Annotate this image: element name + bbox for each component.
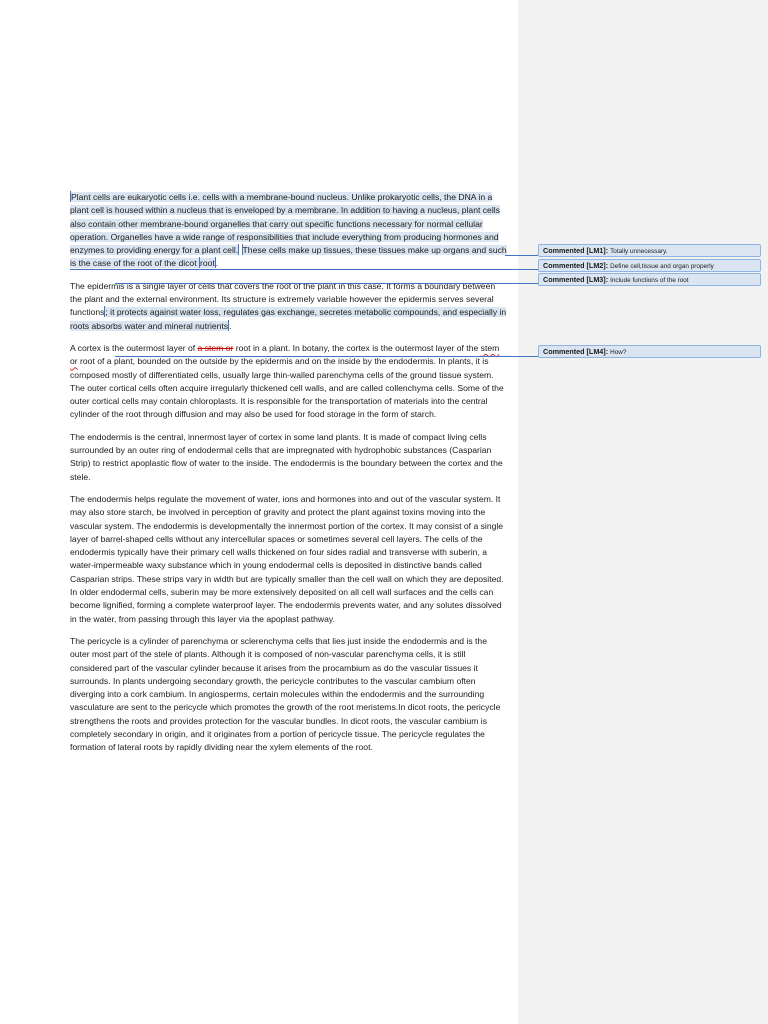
comment-author: Commented [LM2]: (543, 261, 609, 270)
comment-leader-line-lm3 (115, 283, 538, 284)
comment-balloon-lm4[interactable] (538, 345, 761, 358)
paragraph-pericycle[interactable]: The pericycle is a cylinder of parenchyma or sclerenchyma cells that lies just inside the endodermis and is the outer most part of the stele of plants. Although it is composed of non-vascular parenchyma cells, it is still considered part of the vascular cylinder because it arises from the procambium as do the vascular tissues it surrounds. In plants undergoing secondary growth, the pericycle contributes to the vascular cambium often diverging into a cork cambium. In angiosperms, certain molecules within the endodermis and the surrounding vasculature are sent to the pericycle which promotes the growth of the root meristems.In dicot roots, the pericycle strengthens the roots and provides protection for the vascular bundles. In dicot roots, the vascular cambium is completely secondary in origin, and it originates from a portion of pericycle tissue. The pericycle regulates the formation of lateral roots by rapidly dividing near the xylem elements of the root. (70, 635, 501, 753)
paragraph-text: A cortex is the outermost layer of (70, 342, 198, 353)
comment-author: Commented [LM1]: (543, 246, 609, 255)
paragraph-cortex[interactable] (70, 342, 508, 422)
paragraph-period: . (229, 320, 232, 331)
spelling-squiggle[interactable]: stem or (70, 342, 500, 367)
comment-leader-line-lm4 (115, 356, 538, 357)
comment-anchor-end (238, 244, 239, 255)
commented-text-lm3[interactable]: root (199, 258, 215, 269)
paragraph-period: . (215, 258, 219, 269)
paragraph-text: The epidermis is a single layer of cells that covers the root of the plant in this case. It forms a boundary between the plant and the external environment. Its structure is extremely variable however the epidermis serves several functions (70, 280, 496, 318)
comment-text: How? (610, 349, 627, 356)
comment-margin-pane (518, 0, 768, 1024)
commented-text-lm2[interactable]: These cells make up tissues, these tissues make up organs and such is the case of the root of the dicot (70, 245, 507, 269)
comment-balloon-lm1[interactable] (538, 244, 761, 257)
paragraph-plant-cells[interactable] (70, 191, 508, 271)
paragraph-epidermis[interactable] (70, 280, 508, 333)
comment-balloon-lm3[interactable] (538, 273, 761, 286)
comment-balloon-lm2[interactable] (538, 259, 761, 272)
comment-author: Commented [LM3]: (543, 275, 609, 284)
comment-text: Define cell,tissue and organ properly (610, 263, 714, 270)
paragraph-text: root in a plant. In botany, the cortex is the outermost layer of the (233, 342, 481, 353)
comment-leader-line-lm1 (505, 255, 538, 256)
commented-text-lm4[interactable]: ; it protects against water loss, regulates gas exchange, secretes metabolic compounds, and especially in roots absorbs water and mineral nutrients (70, 307, 507, 331)
document-body[interactable] (70, 191, 508, 764)
comment-author: Commented [LM4]: (543, 347, 609, 356)
comment-text: Include functions of the root (610, 277, 689, 284)
commented-text-lm1[interactable]: Plant cells are eukaryotic cells i.e. cells with a membrane-bound nucleus. Unlike prokaryotic cells, the DNA in a plant cell is housed within a nucleus that is enveloped by a membrane. In addition to having a nucleus, plant cells also contain other membrane-bound organelles that carry out specific functions necessary for normal cellular operation. Organelles have a wide range of responsibilities that include everything from producing hormones and enzymes to providing energy for a plant cell. (70, 192, 500, 256)
paragraph-endodermis[interactable]: The endodermis is the central, innermost layer of cortex in some land plants. It is made of compact living cells surrounded by an outer ring of endodermal cells that are impregnated with hydrophobic substances (Casparian Strip) to restrict apoplastic flow of water to the inside. The endodermis is the boundary between the cortex and the stele. (70, 431, 503, 482)
paragraph-text: root of a plant, bounded on the outside by the epidermis and on the inside by the endodermis. In plants, it is composed mostly of differentiated cells, usually large thin-walled parenchyma cells of the ground tissue system. The outer cortical cells often acquire irregularly thickened cell walls, and are called collenchyma cells. Some of the outer cortical cells may contain chloroplasts. It is responsible for the transportation of materials into the central cylinder of the root through diffusion and may also be used for food storage in the form of starch. (70, 356, 504, 420)
comment-leader-line-lm2 (70, 269, 538, 270)
paragraph-endodermis-function[interactable]: The endodermis helps regulate the movement of water, ions and hormones into and out of the vascular system. It may also store starch, be involved in perception of gravity and protect the plant against toxins moving into the vascular system. The endodermis is developmentally the innermost portion of the cortex. It may consist of a single layer of barrel-shaped cells without any intercellular spaces or sometimes several cell layers. The cells of the endodermis typically have their primary cell walls thickened on four sides radial and transverse with suberin, a water-impermeable waxy substance which in young endodermal cells is deposited in distinctive bands called Casparian strips. These strips vary in width but are typically smaller than the cell wall on which they are deposited. In older endodermal cells, suberin may be more extensively deposited on all cell wall surfaces and the cells can become lignified, forming a complete waterproof layer. The endodermis prevents water, and any solutes dissolved in the water, from passing through this layer via the apoplast pathway. (70, 493, 504, 624)
comment-text: Totally unnecessary. (610, 248, 668, 255)
tracked-deletion[interactable]: a stem or (197, 342, 234, 353)
